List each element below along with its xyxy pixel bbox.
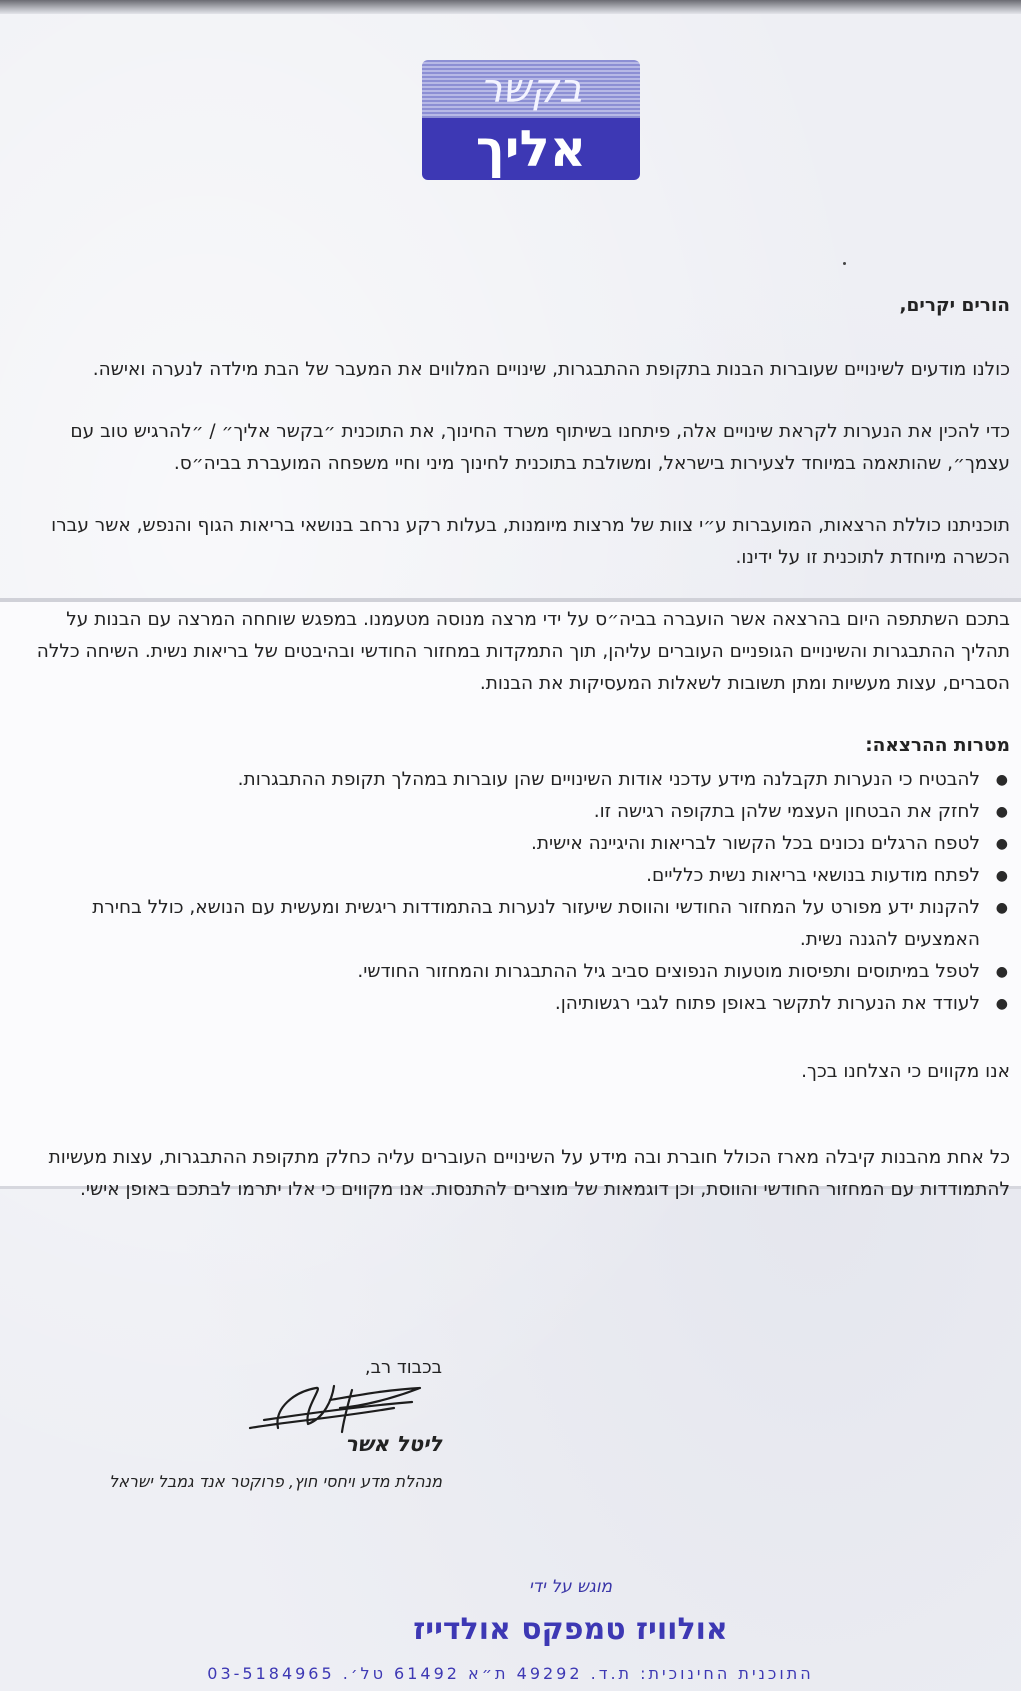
signer-title: מנהלת מדע ויחסי חוץ, פרוקטר אנד גמבל ישראל — [109, 1472, 442, 1491]
goal-item: ● להקנות ידע מפורט על המחזור החודשי והווסת שיעזור לנערות בהתמודדות ריגשית ומעשית עם הנושא, כולל בחירת האמצעים להגנה נשית. — [22, 892, 1010, 956]
signer-name: ליטל אשר — [345, 1432, 442, 1456]
goal-item: ● לעודד את הנערות לתקשר באופן פתוח לגבי רגשותיהן. — [22, 988, 1010, 1020]
goal-item: ● להבטיח כי הנערות תקבלנה מידע עדכני אודות השינויים שהן עוברות במהלך תקופת ההתבגרות. — [22, 764, 1010, 796]
goals-list — [22, 764, 1010, 1020]
paragraph-intro: כולנו מודעים לשינויים שעוברות הבנות בתקופת ההתבגרות, שינויים המלווים את המעבר של הבת מילדה לנערה ואישה. — [92, 359, 1010, 380]
goal-item: ● לחזק את הבטחון העצמי שלהן בתקופה רגישה זו. — [22, 796, 1010, 828]
hope-line: אנו מקווים כי הצלחנו בכך. — [801, 1061, 1010, 1082]
signature-icon — [244, 1378, 424, 1440]
paragraph-lectures: תוכניתנו כוללת הרצאות, המועברות ע״י צוות של מרצות מיומנות, בעלות רקע נרחב בנושאי בריאות הגוף והנפש, אשר עברו הכשרה מיוחדת לתוכנית זו על ידינו. — [51, 515, 1010, 568]
program-contact: התוכנית החינוכית: ת.ד. 49292 ת״א 61492 טל׳. 03-5184965 — [207, 1664, 814, 1683]
goal-item: ● לטפל במיתוסים ותפיסות מוטעות הנפוצים סביב גיל ההתבגרות והמחזור החודשי. — [22, 956, 1010, 988]
goal-item: ● לטפח הרגלים נכונים בכל הקשור לבריאות והיגיינה אישית. — [22, 828, 1010, 860]
logo-top-text: בקשר — [422, 60, 640, 118]
program-logo — [422, 60, 640, 180]
paper-speck — [843, 262, 846, 265]
paragraph-kit: כל אחת מהבנות קיבלה מארז הכולל חוברת ובה מידע על השינויים העוברים עליה כחלק מתקופת ההתבגרות, עצות מעשיות להתמודדות עם המחזור החודשי והווסת, וכן דוגמאות של מוצרים להתנסות. אנו מקווים כי אלו יתרמו לבתכם באופן אישי. — [48, 1147, 1010, 1200]
closing-regards: בכבוד רב, — [364, 1357, 442, 1378]
goals-title: מטרות ההרצאה: — [865, 735, 1010, 756]
paragraph-today: בתכם השתתפה היום בהרצאה אשר הועברה בביה״ס על ידי מרצה מנוסה מטעמנו. במפגש שוחחה המרצה עם הבנות על תהליך ההתבגרות והשינויים הגופניים העוברים עליהן, תוך התמקדות במחזור החודשי ובהיבטים של בריאות נשית. השיחה כללה הסברים, עצות מעשיות ומתן תשובות לשאלות המעסיקות את הבנות. — [36, 609, 1010, 694]
letter-greeting: הורים יקרים, — [899, 295, 1010, 316]
paper-top-edge — [0, 0, 1021, 14]
presented-by: מוגש על ידי — [528, 1577, 613, 1597]
sponsor-brands: אולוויז טמפקס אולדייז — [413, 1612, 728, 1647]
paragraph-program: כדי להכין את הנערות לקראת שינויים אלה, פיתחנו בשיתוף משרד החינוך, את התוכנית ״בקשר אליך״ / ״להרגיש טוב עם עצמך״, שהותאמה במיוחד לצעירות בישראל, ומשולבת בתוכנית לחינוך מיני וחיי משפחה המועברת בביה״ס. — [70, 421, 1010, 474]
letter-body — [22, 290, 1010, 1236]
logo-bottom-text: אליך — [422, 118, 640, 180]
goal-item: ● לפתח מודעות בנושאי בריאות נשית כלליים. — [22, 860, 1010, 892]
